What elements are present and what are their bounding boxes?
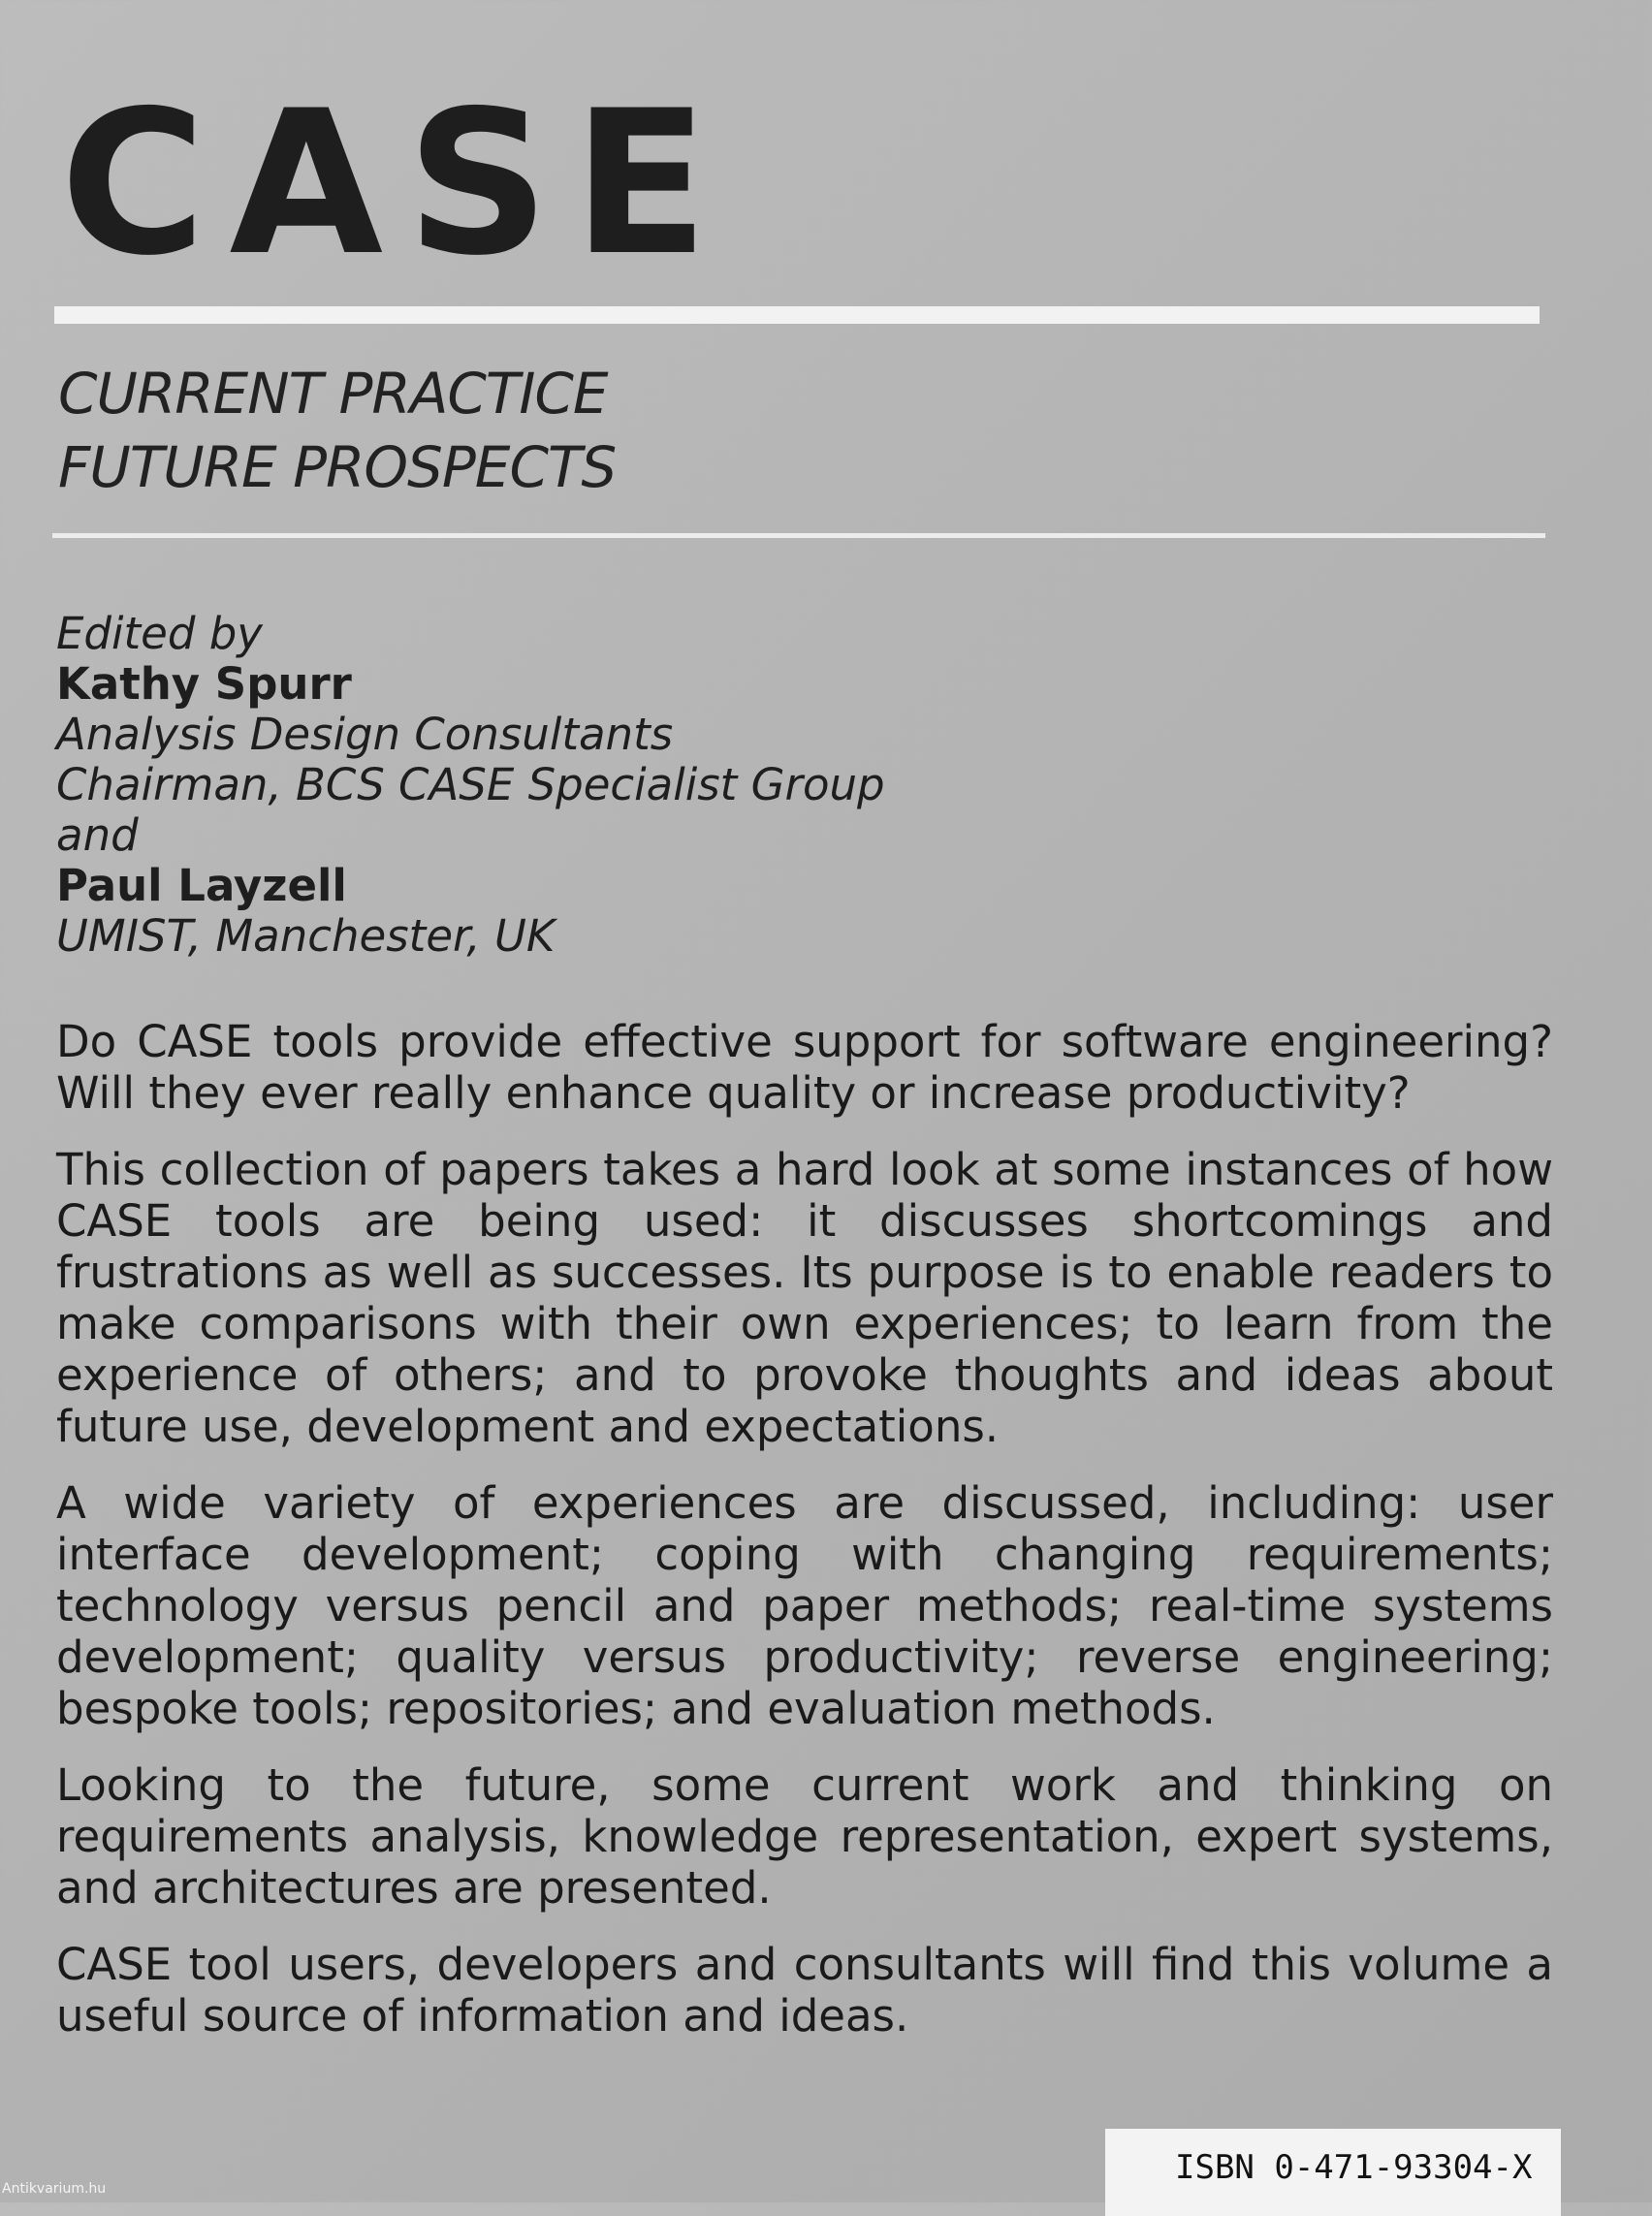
isbn-text: ISBN 0-471-93304-X: [1175, 2148, 1533, 2187]
blurb-paragraph-3: A wide variety of experiences are discussed, including: user interface development; coping with changing requirements; technology versus pencil and paper methods; real-time systems development; quality versus productivity; reverse engineering; bespoke tools; repositories; and evaluation methods.: [56, 1477, 1553, 1734]
editor-1-affiliation-1: Analysis Design Consultants: [56, 709, 674, 760]
book-title: CASE: [60, 69, 732, 300]
thin-divider: [52, 533, 1545, 538]
edited-by-label: Edited by: [56, 608, 263, 659]
editor-2-affiliation: UMIST, Manchester, UK: [56, 910, 556, 962]
blurb-paragraph-4: Looking to the future, some current work and thinking on requirements analysis, knowledge representation, expert systems, and architectures are presented.: [56, 1759, 1553, 1914]
blurb-paragraph-1: Do CASE tools provide effective support for software engineering? Will they ever really enhance quality or increase productivity?: [56, 1016, 1553, 1119]
editor-1-name: Kathy Spurr: [56, 658, 352, 710]
blurb-paragraph-2: This collection of papers takes a hard look at some instances of how CASE tools are being used: it discusses shortcomings and frustrations as well as successes. Its purpose is to enable readers to make comparisons with their own experiences; to learn from the experience of others; and to provoke thoughts and ideas about future use, development and expectations.: [56, 1144, 1553, 1452]
editors-block: [56, 609, 885, 962]
watermark: Antikvarium.hu: [2, 2181, 107, 2197]
editor-1-affiliation-2: Chairman, BCS CASE Specialist Group: [56, 759, 885, 810]
subtitle-line-2: FUTURE PROSPECTS: [58, 434, 617, 500]
book-subtitle: [58, 357, 616, 504]
subtitle-line-1: CURRENT PRACTICE: [58, 361, 608, 427]
editor-2-name: Paul Layzell: [56, 860, 347, 911]
thick-divider: [54, 306, 1540, 324]
blurb: [56, 1016, 1553, 2067]
and-label: and: [56, 809, 139, 861]
blurb-paragraph-5: CASE tool users, developers and consultants will find this volume a useful source of information and ideas.: [56, 1939, 1553, 2042]
